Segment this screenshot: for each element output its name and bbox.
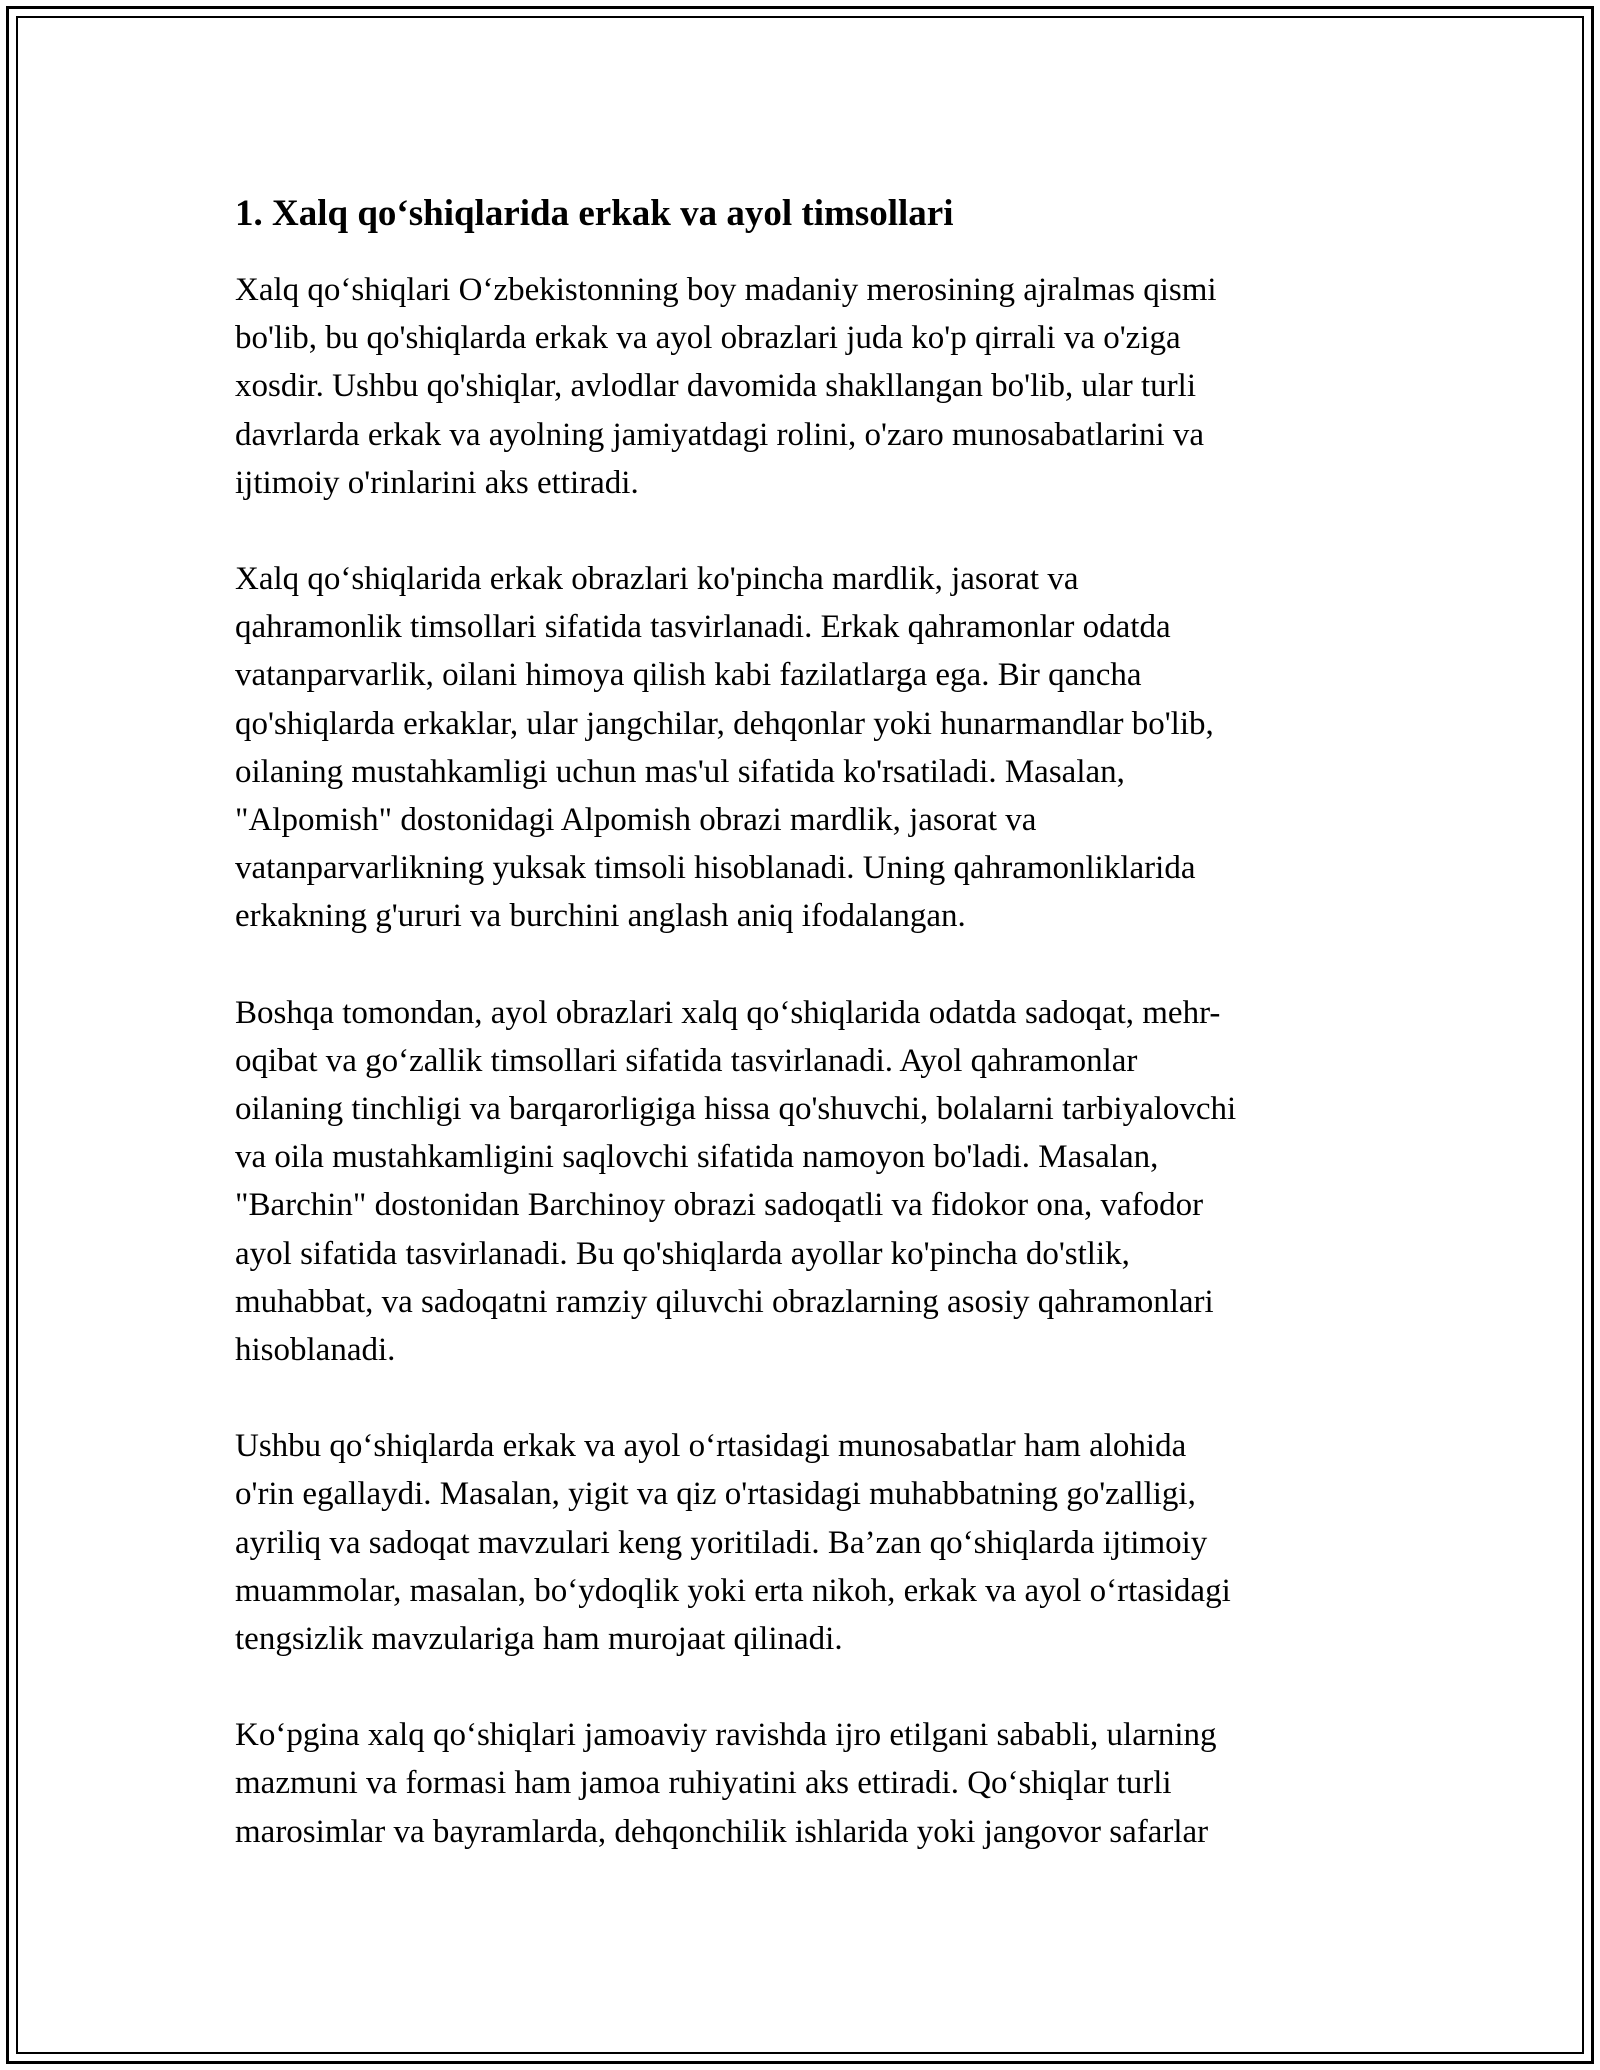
text-line: qo'shiqlarda erkaklar, ular jangchilar, dehqonlar yoki hunarmandlar bo'lib, <box>235 705 1214 742</box>
paragraph-female-images <box>235 989 1365 1375</box>
text-line: muhabbat, va sadoqatni ramziy qiluvchi obrazlarning asosiy qahramonlari <box>235 1283 1214 1320</box>
text-line: vatanparvarlikning yuksak timsoli hisoblanadi. Uning qahramonliklarida <box>235 850 1196 887</box>
text-line: Boshqa tomondan, ayol obrazlari xalq qo‘shiqlarida odatda sadoqat, mehr- <box>235 994 1221 1031</box>
text-line: ijtimoiy o'rinlarini aks ettiradi. <box>235 464 639 501</box>
paragraph-male-images <box>235 555 1365 941</box>
text-line: va oila mustahkamligini saqlovchi sifatida namoyon bo'ladi. Masalan, <box>235 1139 1159 1176</box>
text-line: oilaning tinchligi va barqarorligiga hissa qo'shuvchi, bolalarni tarbiyalovchi <box>235 1091 1237 1128</box>
text-line: davrlarda erkak va ayolning jamiyatdagi rolini, o'zaro munosabatlarini va <box>235 416 1205 453</box>
text-line: tengsizlik mavzulariga ham murojaat qilinadi. <box>235 1621 843 1658</box>
text-line: qahramonlik timsollari sifatida tasvirlanadi. Erkak qahramonlar odatda <box>235 609 1171 646</box>
text-line: erkakning g'ururi va burchini anglash aniq ifodalangan. <box>235 898 966 935</box>
text-line: o'rin egallaydi. Masalan, yigit va qiz o'rtasidagi muhabbatning go'zalligi, <box>235 1476 1196 1513</box>
text-line: vatanparvarlik, oilani himoya qilish kabi fazilatlarga ega. Bir qancha <box>235 657 1142 694</box>
text-line: hisoblanadi. <box>235 1332 396 1369</box>
text-line: oqibat va go‘zallik timsollari sifatida tasvirlanadi. Ayol qahramonlar <box>235 1042 1138 1079</box>
text-line: oilaning mustahkamligi uchun mas'ul sifatida ko'rsatiladi. Masalan, <box>235 753 1125 790</box>
document-body <box>235 188 1365 1904</box>
text-line: Xalq qo‘shiqlarida erkak obrazlari ko'pincha mardlik, jasorat va <box>235 561 1079 598</box>
text-line: Ko‘pgina xalq qo‘shiqlari jamoaviy ravishda ijro etilgani sababli, ularning <box>235 1717 1217 1754</box>
text-line: Ushbu qo‘shiqlarda erkak va ayol o‘rtasidagi munosabatlar ham alohida <box>235 1428 1187 1465</box>
text-line: ayriliq va sadoqat mavzulari keng yoritiladi. Ba’zan qo‘shiqlarda ijtimoiy <box>235 1524 1208 1561</box>
text-line: bo'lib, bu qo'shiqlarda erkak va ayol obrazlari juda ko'p qirrali va o'ziga <box>235 320 1181 357</box>
text-line: Xalq qo‘shiqlari O‘zbekistonning boy madaniy merosining ajralmas qismi <box>235 272 1217 308</box>
text-line: marosimlar va bayramlarda, dehqonchilik ishlarida yoki jangovor safarlar <box>235 1813 1209 1850</box>
paragraph-intro <box>235 266 1365 507</box>
text-line: muammolar, masalan, bo‘ydoqlik yoki erta nikoh, erkak va ayol o‘rtasidagi <box>235 1572 1231 1609</box>
paragraph-relationships <box>235 1422 1365 1663</box>
text-line: mazmuni va formasi ham jamoa ruhiyatini aks ettiradi. Qo‘shiqlar turli <box>235 1765 1172 1802</box>
text-line: ayol sifatida tasvirlanadi. Bu qo'shiqlarda ayollar ko'pincha do'stlik, <box>235 1235 1130 1272</box>
section-heading: 1. Xalq qo‘shiqlarida erkak va ayol timsollari <box>235 193 954 234</box>
paragraph-collective-performance <box>235 1711 1365 1856</box>
text-line: "Alpomish" dostonidagi Alpomish obrazi mardlik, jasorat va <box>235 802 1037 839</box>
text-line: xosdir. Ushbu qo'shiqlar, avlodlar davomida shakllangan bo'lib, ular turli <box>235 368 1196 405</box>
text-line: "Barchin" dostonidan Barchinoy obrazi sadoqatli va fidokor ona, vafodor <box>235 1187 1204 1224</box>
